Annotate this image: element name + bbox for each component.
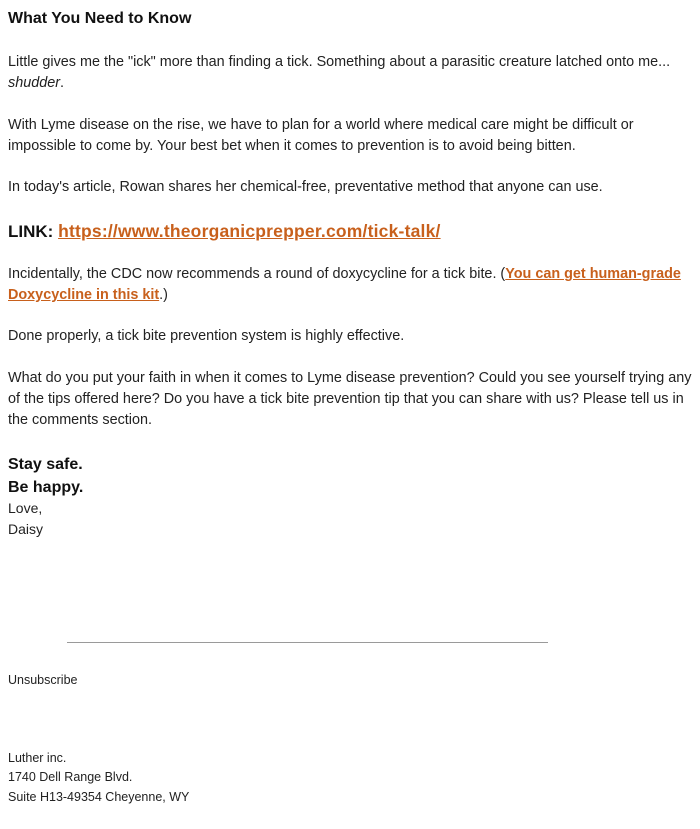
unsubscribe-link[interactable]: Unsubscribe	[8, 673, 78, 687]
article-link-line	[8, 219, 441, 244]
doxycycline-text-end: .)	[159, 287, 168, 303]
signoff-name: Daisy	[8, 521, 44, 537]
intro-emphasis: shudder	[8, 75, 61, 91]
signoff-be-happy: Be happy.	[8, 479, 84, 496]
paragraph-comments-question: What do you put your faith in when it comes to Lyme disease prevention? Could you see yourself trying any of the tips offered here? Do you have a tick bite prevention tip that you can share with us? Please tell us in the comments section.	[8, 370, 692, 428]
doxycycline-kit-link[interactable]: You can get human-grade Doxycycline in this kit	[8, 266, 681, 303]
intro-text: Little gives me the "ick" more than finding a tick. Something about a parasitic creature latched onto me...	[8, 54, 671, 70]
footer-divider	[67, 642, 548, 643]
signoff-stay-safe: Stay safe.	[8, 456, 83, 473]
intro-end: .	[60, 75, 65, 91]
footer-company: Luther inc.	[8, 751, 67, 765]
article-link[interactable]: https://www.theorganicprepper.com/tick-talk/	[58, 221, 441, 241]
paragraph-lyme-disease: With Lyme disease on the rise, we have to plan for a world where medical care might be difficult or impossible to come by. Your best bet when it comes to prevention is to avoid being bitten.	[8, 117, 634, 154]
paragraph-doxycycline	[8, 264, 692, 306]
footer-city: Suite H13-49354 Cheyenne, WY	[8, 790, 190, 804]
section-heading: What You Need to Know	[8, 10, 192, 27]
signoff-love: Love,	[8, 500, 43, 516]
footer-street: 1740 Dell Range Blvd.	[8, 770, 133, 784]
doxycycline-text: Incidentally, the CDC now recommends a round of doxycycline for a tick bite. (	[8, 266, 506, 282]
intro-paragraph	[8, 52, 692, 94]
paragraph-prevention-system: Done properly, a tick bite prevention system is highly effective.	[8, 328, 405, 344]
paragraph-todays-article: In today's article, Rowan shares her chemical-free, preventative method that anyone can use.	[8, 179, 603, 195]
link-label: LINK:	[8, 222, 54, 241]
